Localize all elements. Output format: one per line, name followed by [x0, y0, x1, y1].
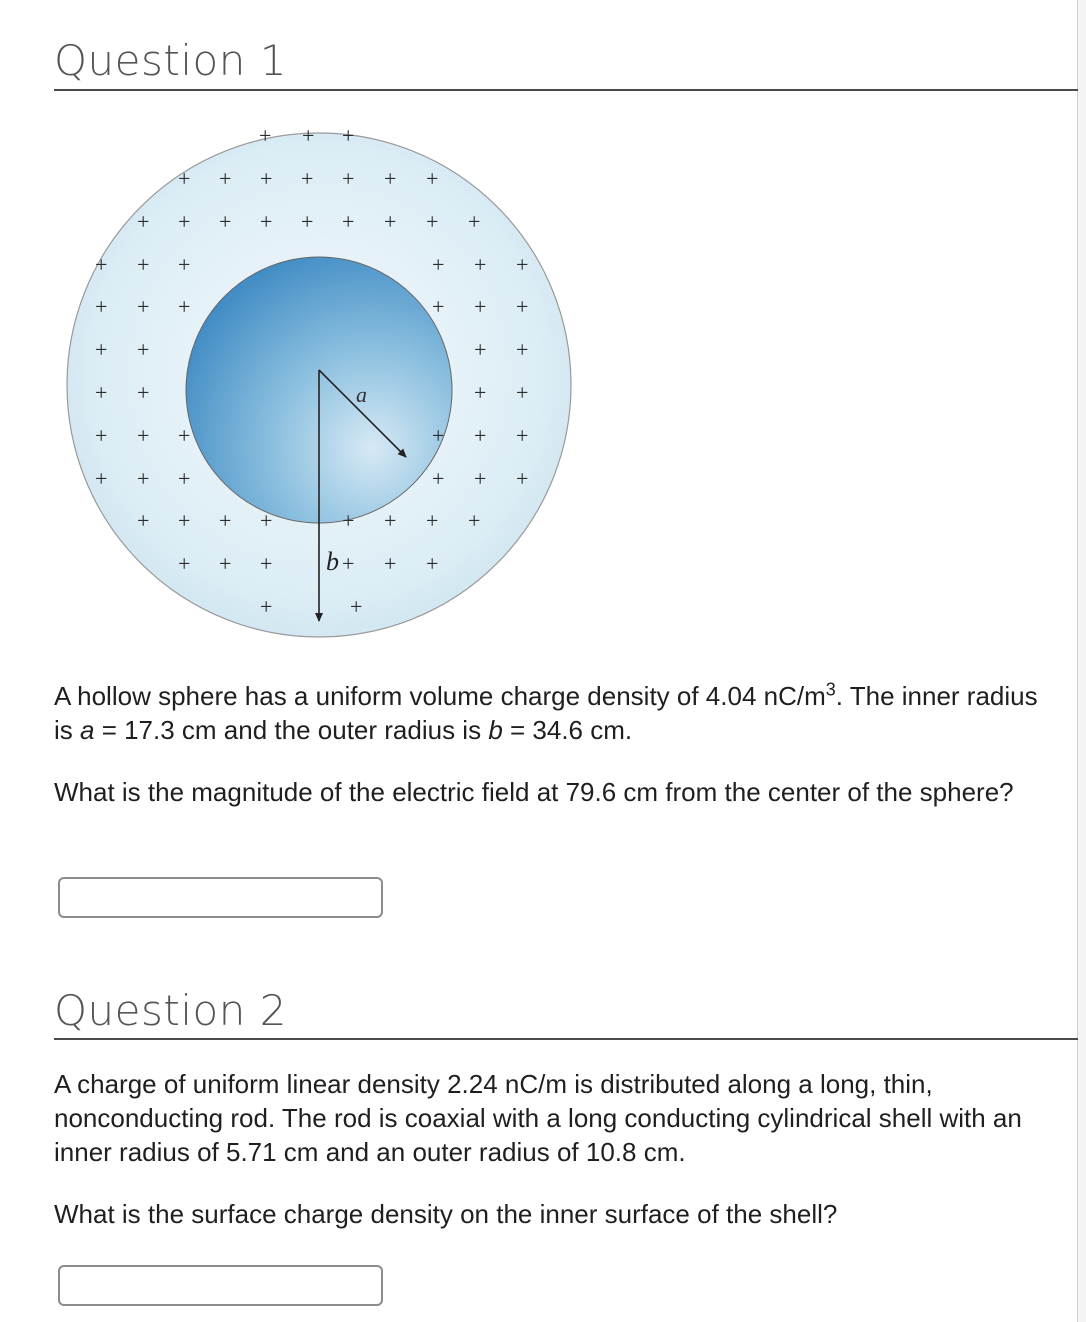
- svg-text:+: +: [342, 508, 355, 533]
- svg-text:+: +: [474, 466, 487, 491]
- svg-text:+: +: [426, 209, 439, 234]
- question-1-statement: A hollow sphere has a uniform volume charge density of 4.04 $nC/m^3$. The inner radius is a = 17.3 cm and the outer radius is b = 34.6 cm.: [54, 679, 1038, 745]
- question-1-prompt: What is the magnitude of the electric field at 79.6 cm from the center of the sphere?: [54, 777, 1014, 807]
- svg-text:+: +: [432, 466, 445, 491]
- svg-text:+: +: [260, 166, 273, 191]
- question-2-prompt: What is the surface charge density on the inner surface of the shell?: [54, 1199, 838, 1229]
- svg-text:+: +: [178, 294, 191, 319]
- svg-text:+: +: [95, 423, 108, 448]
- svg-text:+: +: [95, 252, 108, 277]
- svg-text:+: +: [178, 508, 191, 533]
- svg-text:+: +: [260, 551, 273, 576]
- svg-text:+: +: [219, 166, 232, 191]
- svg-text:+: +: [137, 209, 150, 234]
- svg-text:+: +: [178, 209, 191, 234]
- svg-text:+: +: [432, 294, 445, 319]
- svg-text:+: +: [137, 508, 150, 533]
- svg-text:+: +: [219, 209, 232, 234]
- svg-text:+: +: [474, 380, 487, 405]
- svg-text:+: +: [178, 551, 191, 576]
- svg-text:+: +: [384, 551, 397, 576]
- svg-text:+: +: [178, 423, 191, 448]
- svg-text:+: +: [137, 466, 150, 491]
- svg-text:+: +: [260, 209, 273, 234]
- svg-text:+: +: [474, 423, 487, 448]
- svg-text:+: +: [95, 466, 108, 491]
- svg-text:+: +: [178, 166, 191, 191]
- question-1-heading: Question 1: [54, 36, 287, 85]
- svg-text:+: +: [260, 594, 273, 619]
- hollow-sphere-figure: [54, 118, 584, 644]
- question-2-divider: [54, 1038, 1078, 1040]
- svg-text:+: +: [137, 380, 150, 405]
- svg-text:+: +: [342, 123, 355, 148]
- svg-text:+: +: [137, 423, 150, 448]
- svg-text:+: +: [468, 209, 481, 234]
- svg-text:+: +: [426, 508, 439, 533]
- svg-text:+: +: [178, 466, 191, 491]
- svg-text:+: +: [432, 252, 445, 277]
- svg-text:+: +: [95, 294, 108, 319]
- svg-text:+: +: [219, 551, 232, 576]
- question-1-divider: [54, 89, 1078, 91]
- svg-text:+: +: [516, 423, 529, 448]
- svg-text:+: +: [516, 380, 529, 405]
- svg-text:+: +: [516, 294, 529, 319]
- svg-text:+: +: [137, 252, 150, 277]
- svg-text:+: +: [137, 294, 150, 319]
- svg-text:+: +: [350, 594, 363, 619]
- svg-text:+: +: [95, 380, 108, 405]
- svg-text:+: +: [384, 166, 397, 191]
- svg-text:+: +: [301, 166, 314, 191]
- svg-text:+: +: [342, 551, 355, 576]
- svg-text:+: +: [301, 209, 314, 234]
- question-2-answer-input[interactable]: [58, 1265, 383, 1306]
- question-2-statement: A charge of uniform linear density 2.24 nC/m is distributed along a long, thin, nonconducting rod. The rod is coaxial with a long conducting cylindrical shell with an inner radius of 5.71 cm and an outer radius of 10.8 cm.: [54, 1069, 1022, 1167]
- svg-text:+: +: [426, 551, 439, 576]
- svg-text:+: +: [95, 337, 108, 362]
- svg-text:+: +: [468, 508, 481, 533]
- label-a: a: [356, 382, 367, 407]
- svg-text:+: +: [259, 123, 272, 148]
- svg-text:+: +: [342, 209, 355, 234]
- svg-text:+: +: [474, 252, 487, 277]
- svg-text:+: +: [516, 337, 529, 362]
- label-b: b: [326, 547, 339, 576]
- svg-text:+: +: [219, 508, 232, 533]
- svg-text:+: +: [516, 466, 529, 491]
- svg-text:+: +: [178, 252, 191, 277]
- svg-text:+: +: [384, 209, 397, 234]
- svg-text:+: +: [474, 294, 487, 319]
- svg-text:+: +: [516, 252, 529, 277]
- svg-text:+: +: [432, 423, 445, 448]
- svg-text:+: +: [260, 508, 273, 533]
- svg-text:+: +: [384, 508, 397, 533]
- svg-text:+: +: [302, 123, 315, 148]
- svg-text:+: +: [426, 166, 439, 191]
- svg-text:+: +: [137, 337, 150, 362]
- question-1-answer-input[interactable]: [58, 877, 383, 918]
- svg-text:+: +: [474, 337, 487, 362]
- scrollbar[interactable]: [1077, 0, 1086, 1322]
- svg-text:+: +: [342, 166, 355, 191]
- question-2-heading: Question 2: [54, 986, 287, 1035]
